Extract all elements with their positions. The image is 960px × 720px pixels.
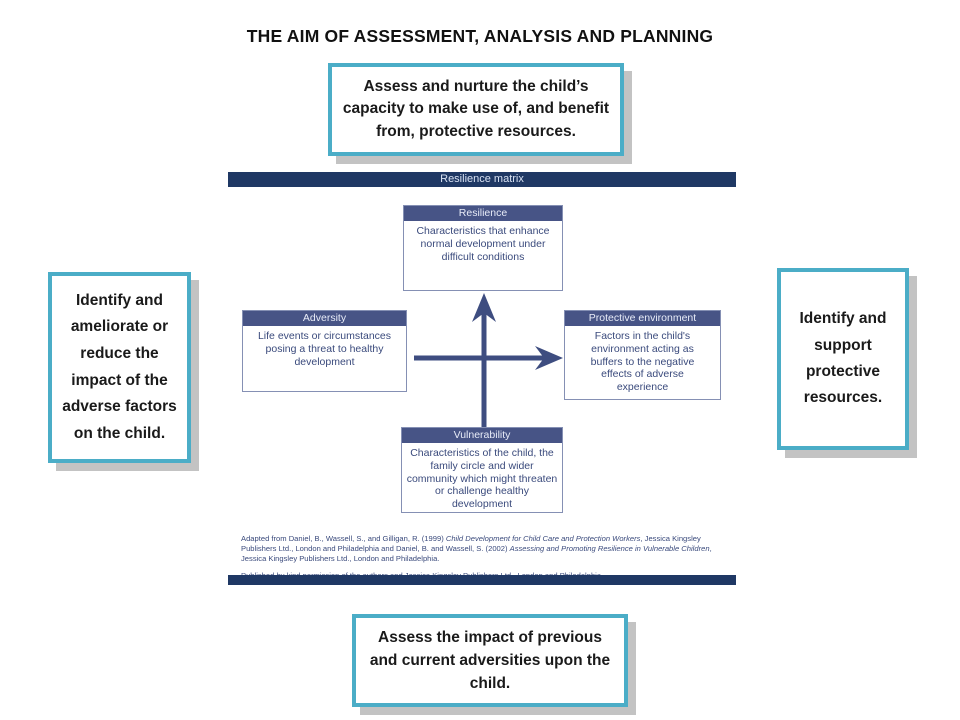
matrix-citation: [241, 534, 733, 580]
callout-right-text: Identify and support protective resources.: [799, 310, 887, 407]
matrix-box-resilience: [403, 205, 563, 291]
matrix-box-vulnerability-body: Characteristics of the child, the family circle and wider community which might threaten or challenge healthy development: [406, 447, 558, 511]
citation-book-title-1: Child Development for Child Care and Protection Workers: [445, 534, 641, 543]
resilience-matrix-figure: [228, 170, 736, 587]
callout-top-text: Assess and nurture the child’s capacity to make use of, and benefit from, protective resources.: [342, 77, 610, 140]
page-title: THE AIM OF ASSESSMENT, ANALYSIS AND PLANNING: [246, 26, 714, 46]
callout-bottom-text: Assess the impact of previous and current adversities upon the child.: [369, 628, 611, 693]
citation-part-1: Adapted from Daniel, B., Wassell, S., and Gilligan, R. (1999): [241, 534, 446, 543]
matrix-box-adversity: [242, 310, 407, 392]
matrix-box-vulnerability-title: Vulnerability: [402, 428, 562, 443]
matrix-box-resilience-body: Characteristics that enhance normal development under difficult conditions: [416, 225, 550, 263]
callout-right-protective-resources: [777, 268, 909, 450]
matrix-box-protective-title: Protective environment: [565, 311, 720, 326]
matrix-box-protective-body: Factors in the child's environment acting as buffers to the negative effects of adverse experience: [590, 330, 695, 394]
matrix-box-vulnerability: [401, 427, 563, 513]
matrix-title-bar: Resilience matrix: [228, 172, 736, 187]
citation-book-title-2: Assessing and Promoting Resilience in Vulnerable Children: [509, 543, 710, 553]
citation-part-2: , Jessica Kingsley Publishers Ltd., London and Philadelphia and Daniel, B. and Wassell, S. (2002): [241, 534, 701, 553]
matrix-box-adversity-body: Life events or circumstances posing a threat to healthy development: [257, 330, 392, 368]
matrix-footer-bar: [228, 575, 736, 585]
citation-part-3: , Jessica Kingsley Publishers Ltd., London and Philadelphia.: [241, 543, 712, 563]
callout-top-protective-capacity: [328, 63, 624, 156]
matrix-box-resilience-title: Resilience: [404, 206, 562, 221]
callout-left-text: Identify and ameliorate or reduce the impact of the adverse factors on the child.: [62, 291, 177, 442]
callout-bottom-adversities: [352, 614, 628, 707]
matrix-box-protective-environment: [564, 310, 721, 400]
matrix-box-adversity-title: Adversity: [243, 311, 406, 326]
callout-left-adverse-factors: [48, 272, 191, 463]
